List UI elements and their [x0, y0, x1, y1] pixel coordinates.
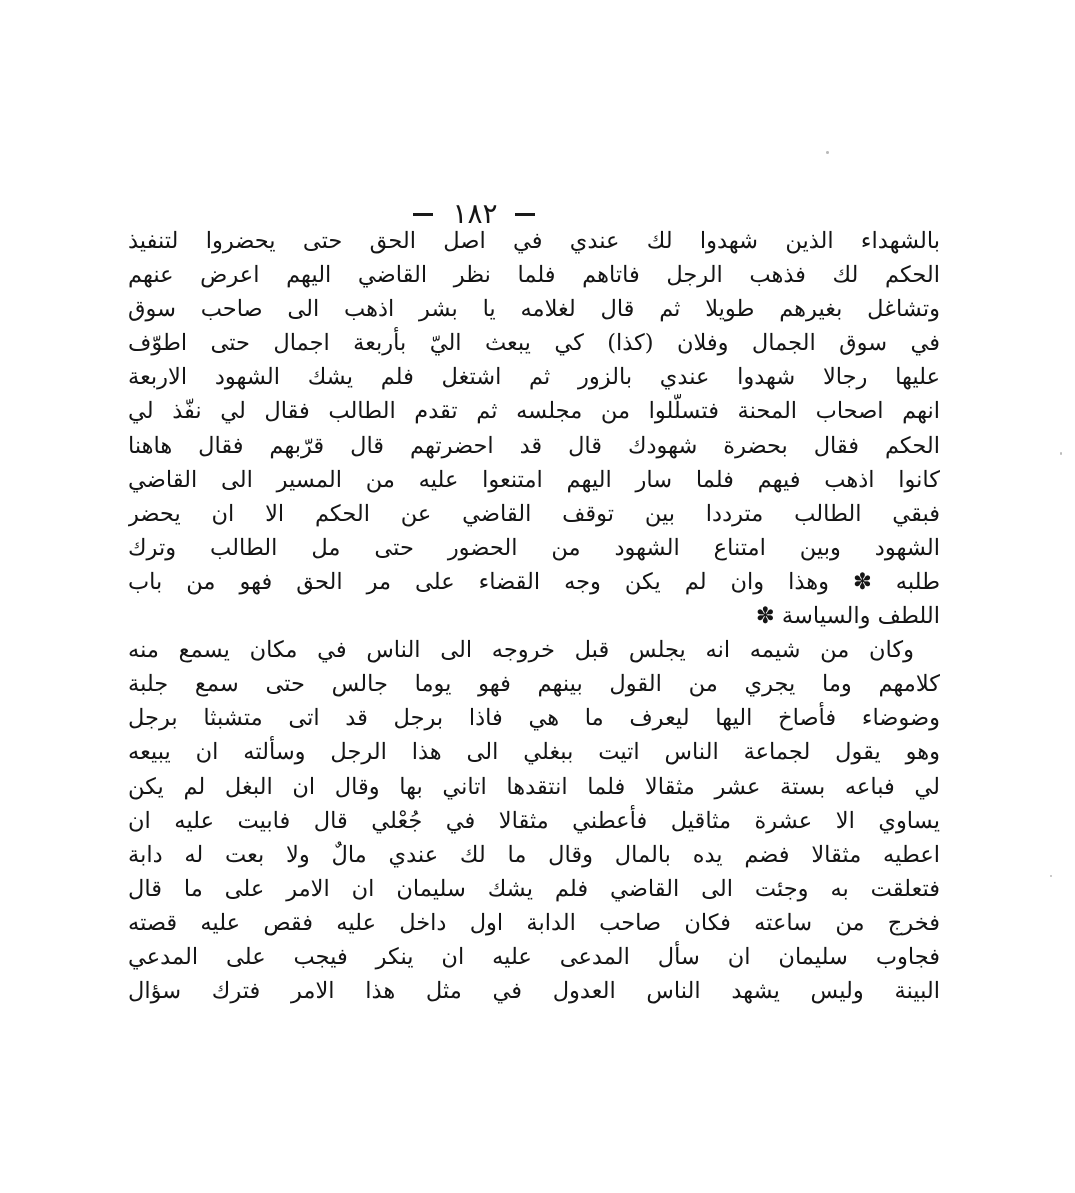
text-line-13: وكان من شيمه انه يجلس قبل خروجه الى الناس في مكان يسمع منه	[128, 637, 914, 664]
text-line-5: عليها رجالا شهدوا عندي بالزور ثم اشتغل فلم يشك الشهود الاربعة	[128, 364, 940, 391]
text-line-11: طلبه ✽ وهذا وان لم يكن وجه القضاء على مر الحق فهو من باب	[128, 568, 940, 595]
text-line-19: اعطيه مثقالا فضم يده بالمال وقال ما لك عندي مالٌ ولا بعت له دابة	[128, 841, 940, 868]
page-number: ١٨٢	[452, 197, 498, 230]
text-line-21: فخرج من ساعته فكان صاحب الدابة اول داخل عليه فقص عليه قصته	[128, 909, 940, 936]
text-line-16: وهو يقول لجماعة الناس اتيت ببغلي الى هذا الرجل وسألته ان يبيعه	[128, 739, 940, 766]
text-line-1: بالشهداء الذين شهدوا لك عندي في اصل الحق حتى يحضروا لتنفيذ	[128, 228, 940, 254]
text-line-3: وتشاغل بغيرهم طويلا ثم قال لغلامه يا بشر اذهب الى صاحب سوق	[128, 296, 940, 323]
header-dash-right	[515, 213, 535, 216]
text-line-20: فتعلقت به وجئت الى القاضي فلم يشك سليمان ان الامر على ما قال	[128, 875, 940, 902]
page-body-text	[128, 224, 940, 1008]
text-line-8: كانوا اذهب فيهم فلما سار اليهم امتنعوا عليه من المسير الى القاضي	[128, 466, 940, 493]
scan-speck	[1060, 452, 1062, 455]
text-line-22: فجاوب سليمان ان سأل المدعى عليه ان ينكر فيجب على المدعي	[128, 943, 940, 970]
text-line-18: يساوي الا عشرة مثاقيل فأعطني مثقالا في جُعْلي قال فابيت عليه ان	[128, 807, 940, 834]
scan-speck	[826, 151, 829, 154]
text-line-2: الحكم لك فذهب الرجل فاتاهم فلما نظر القاضي اليهم اعرض عنهم	[128, 262, 940, 289]
header-dash-left	[413, 213, 433, 216]
text-line-15: وضوضاء فأصاخ اليها ليعرف ما هي فاذا برجل قد اتى متشبثا برجل	[128, 705, 940, 732]
text-line-7: الحكم فقال بحضرة شهودك قال قد احضرتهم قال قرّبهم فقال هاهنا	[128, 432, 940, 459]
text-line-9: فبقي الطالب مترددا بين توقف القاضي عن الحكم الا ان يحضر	[128, 500, 940, 527]
text-line-17: لي فباعه بستة عشر مثقالا فلما انتقدها اتاني بها وقال ان البغل لم يكن	[128, 773, 940, 800]
text-line-4: في سوق الجمال وفلان (كذا) كي يبعث اليّ بأربعة اجمال حتى اطوّف	[128, 330, 940, 357]
scan-speck	[1050, 875, 1052, 877]
text-line-23: البينة وليس يشهد الناس العدول في مثل هذا الامر فترك سؤال	[128, 978, 940, 1005]
text-line-14: كلامهم وما يجري من القول بينهم فهو يوما جالس حتى سمع جلبة	[128, 671, 940, 698]
text-line-10: الشهود وبين امتناع الشهود من الحضور حتى مل الطالب وترك	[128, 534, 940, 561]
text-line-12: اللطف والسياسة ✽	[755, 603, 940, 630]
text-line-6: انهم اصحاب المحنة فتسلّلوا من مجلسه ثم تقدم الطالب فقال لي نفّذ لي	[128, 398, 940, 425]
